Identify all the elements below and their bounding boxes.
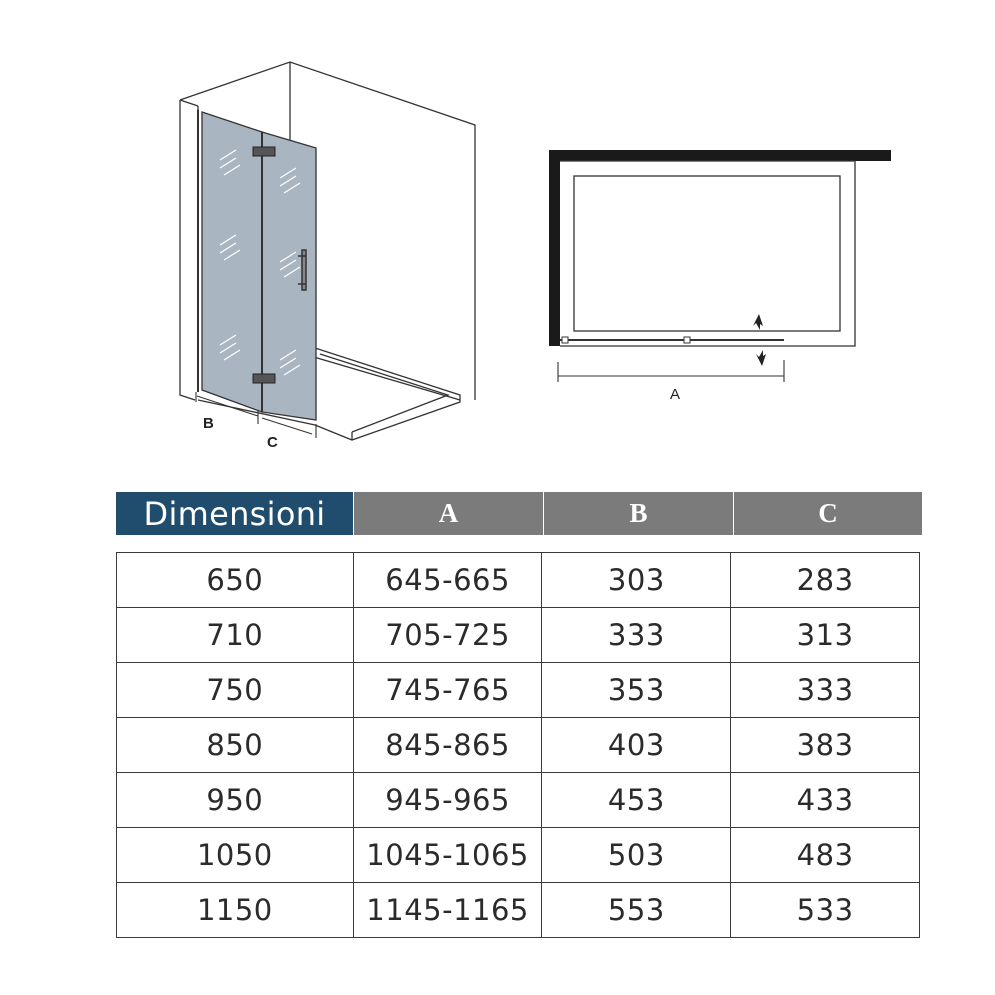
cell-a: 1145-1165 xyxy=(353,883,542,938)
table-row xyxy=(117,553,920,608)
table-row xyxy=(117,828,920,883)
label-b: B xyxy=(203,415,214,432)
header-dimensioni: Dimensioni xyxy=(116,492,353,535)
cell-b: 453 xyxy=(542,773,731,828)
label-a: A xyxy=(670,386,681,403)
cell-a: 945-965 xyxy=(353,773,542,828)
top-view xyxy=(549,150,891,382)
cell-c: 433 xyxy=(731,773,920,828)
header-a: A xyxy=(354,492,543,535)
cell-dimensioni: 650 xyxy=(117,553,354,608)
table-row xyxy=(117,773,920,828)
cell-dimensioni: 850 xyxy=(117,718,354,773)
table-row xyxy=(117,663,920,718)
cell-a: 845-865 xyxy=(353,718,542,773)
cell-dimensioni: 1050 xyxy=(117,828,354,883)
cell-a: 745-765 xyxy=(353,663,542,718)
cell-b: 503 xyxy=(542,828,731,883)
cell-c: 333 xyxy=(731,663,920,718)
cell-c: 483 xyxy=(731,828,920,883)
cell-b: 303 xyxy=(542,553,731,608)
cell-dimensioni: 710 xyxy=(117,608,354,663)
hinge-bottom xyxy=(253,374,275,383)
cell-a: 1045-1065 xyxy=(353,828,542,883)
cell-b: 403 xyxy=(542,718,731,773)
cell-dimensioni: 950 xyxy=(117,773,354,828)
cell-c: 313 xyxy=(731,608,920,663)
cell-a: 645-665 xyxy=(353,553,542,608)
cell-b: 353 xyxy=(542,663,731,718)
cell-b: 553 xyxy=(542,883,731,938)
cell-c: 283 xyxy=(731,553,920,608)
cell-c: 383 xyxy=(731,718,920,773)
hinge-top xyxy=(253,147,275,156)
table-row xyxy=(117,883,920,938)
shower-diagram xyxy=(0,0,995,480)
header-c: C xyxy=(734,492,922,535)
table-row xyxy=(117,718,920,773)
glass-panel-left xyxy=(202,112,262,412)
cell-dimensioni: 1150 xyxy=(117,883,354,938)
cell-dimensioni: 750 xyxy=(117,663,354,718)
cell-c: 533 xyxy=(731,883,920,938)
header-b: B xyxy=(544,492,733,535)
table-row xyxy=(117,608,920,663)
cell-b: 333 xyxy=(542,608,731,663)
cell-a: 705-725 xyxy=(353,608,542,663)
dimensions-grid xyxy=(116,552,920,938)
label-c: C xyxy=(267,434,278,451)
